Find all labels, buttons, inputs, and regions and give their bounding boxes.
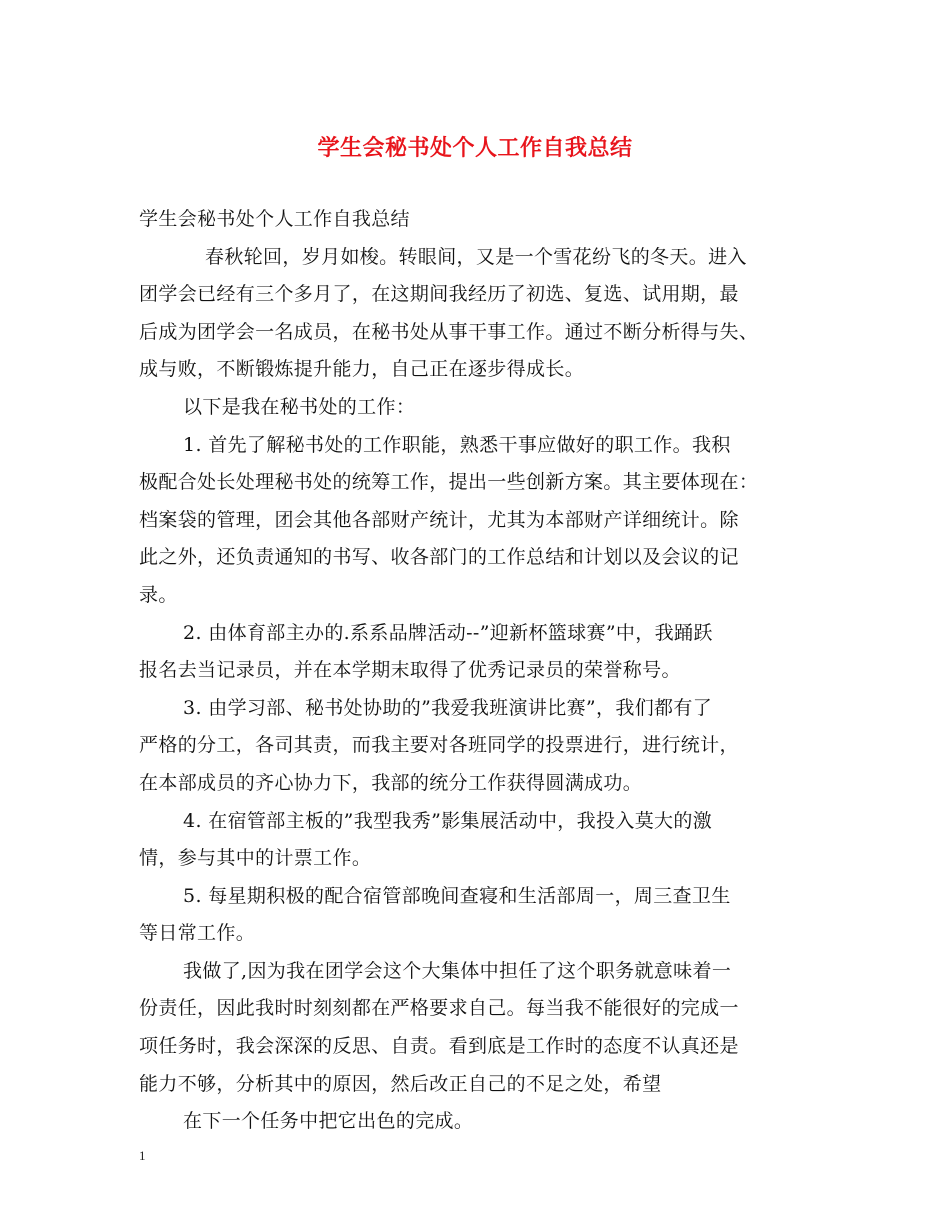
paragraph-line: 极配合处长处理秘书处的统筹工作，提出一些创新方案。其主要体现在： — [139, 471, 759, 494]
paragraph-line: 份责任，因此我时时刻刻都在严格要求自己。每当我不能很好的完成一 — [139, 997, 739, 1020]
paragraph-line: 情，参与其中的计票工作。 — [139, 847, 372, 870]
body-heading-line: 学生会秘书处个人工作自我总结 — [139, 208, 410, 230]
paragraph-line: 2. 由体育部主办的.系系品牌活动--”迎新杯篮球赛”中，我踊跃 — [183, 621, 713, 644]
paragraph-line: 报名去当记录员，并在本学期末取得了优秀记录员的荣誉称号。 — [139, 659, 681, 682]
paragraph-line: 5. 每星期积极的配合宿管部晚间查寝和生活部周一，周三查卫生 — [183, 884, 731, 907]
paragraph-line: 1. 首先了解秘书处的工作职能，熟悉干事应做好的职工作。我积 — [183, 433, 731, 456]
paragraph-line: 等日常工作。 — [139, 922, 256, 945]
paragraph-line: 成与败，不断锻炼提升能力，自己正在逐步得成长。 — [139, 358, 585, 381]
paragraph-line: 项任务时，我会深深的反思、自责。看到底是工作时的态度不认真还是 — [139, 1035, 739, 1058]
paragraph-line: 春秋轮回，岁月如梭。转眼间，又是一个雪花纷飞的冬天。进入 — [205, 245, 747, 268]
paragraph-line: 此之外，还负责通知的书写、收各部门的工作总结和计划以及会议的记 — [139, 546, 739, 569]
paragraph-line: 能力不够，分析其中的原因，然后改正自己的不足之处，希望 — [139, 1072, 662, 1095]
paragraph-line: 我做了,因为我在团学会这个大集体中担任了这个职务就意味着一 — [183, 959, 732, 982]
document-title: 学生会秘书处个人工作自我总结 — [317, 135, 633, 161]
paragraph-line: 严格的分工，各司其责，而我主要对各班同学的投票进行，进行统计， — [139, 734, 739, 757]
paragraph-line: 以下是我在秘书处的工作： — [183, 395, 416, 418]
paragraph-line: 档案袋的管理，团会其他各部财产统计，尤其为本部财产详细统计。除 — [139, 508, 739, 531]
paragraph-line: 后成为团学会一名成员，在秘书处从事干事工作。通过不断分析得与失、 — [139, 320, 759, 343]
paragraph-line: 在本部成员的齐心协力下，我部的统分工作获得圆满成功。 — [139, 771, 643, 794]
paragraph-line: 团学会已经有三个多月了，在这期间我经历了初选、复选、试用期，最 — [139, 283, 739, 306]
page-number: 1 — [139, 1148, 146, 1163]
document-body — [139, 201, 817, 1141]
paragraph-line: 3. 由学习部、秘书处协助的”我爱我班演讲比赛”，我们都有了 — [183, 696, 713, 719]
paragraph-line: 在下一个任务中把它出色的完成。 — [183, 1110, 474, 1133]
paragraph-line: 4. 在宿管部主板的”我型我秀”影集展活动中，我投入莫大的激 — [183, 809, 713, 832]
paragraph-line: 录。 — [139, 583, 178, 606]
